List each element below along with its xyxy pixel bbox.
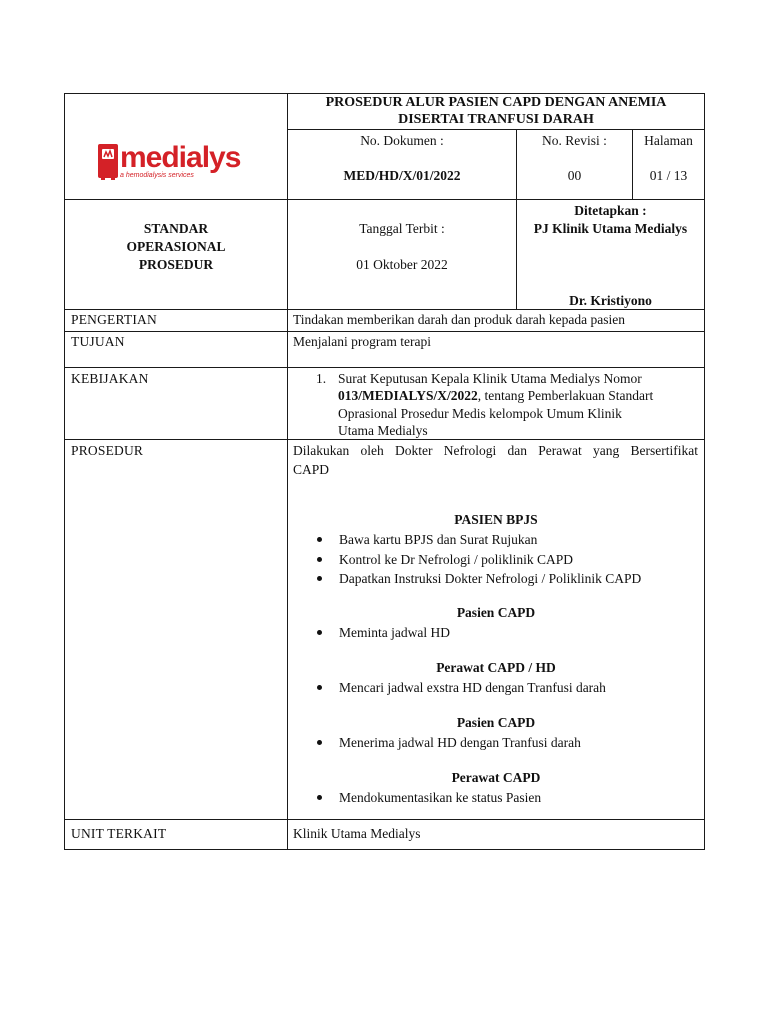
section-title-perawat-capd: Perawat CAPD [451,770,541,785]
tanggal-terbit-label: Tanggal Terbit : [359,221,445,236]
signatory-name: Dr. Kristiyono [569,293,652,308]
prosedur-intro-line2: CAPD [293,462,330,477]
table-rule [287,129,705,130]
list-item: Mendokumentasikan ke status Pasien [293,788,541,808]
pengertian-label: PENGERTIAN [71,312,157,327]
list-item: Dapatkan Instruksi Dokter Nefrologi / Poliklinik CAPD [293,569,641,589]
perawat-capd-hd-list [293,678,606,698]
no-dokumen-label: No. Dokumen : [360,133,444,148]
pasien-bpjs-list [293,530,641,589]
kebijakan-line4: Utama Medialys [338,423,428,438]
unit-terkait-text: Klinik Utama Medialys [293,826,421,841]
ditetapkan-label: Ditetapkan : [574,203,647,218]
table-border-right [704,93,705,850]
section-title-pasien-capd-2: Pasien CAPD [456,715,536,730]
list-item: Kontrol ke Dr Nefrologi / poliklinik CAPD [293,550,641,570]
halaman-value: 01 / 13 [649,168,688,183]
pasien-capd-2-list [293,733,581,753]
sop-label-line2: OPERASIONAL [126,239,226,254]
table-border-bottom [64,849,705,850]
kebijakan-line2 [338,386,653,405]
list-item: Meminta jadwal HD [293,623,450,643]
kebijakan-line3: Oprasional Prosedur Medis kelompok Umum Klinik [338,406,622,421]
section-title-pasien-capd: Pasien CAPD [456,605,536,620]
table-border-left [64,93,65,850]
list-item: Mencari jadwal exstra HD dengan Tranfusi darah [293,678,606,698]
section-title-perawat-capd-hd: Perawat CAPD / HD [436,660,556,675]
kebijakan-decree-number: 013/MEDIALYS/X/2022 [338,388,478,403]
unit-terkait-label: UNIT TERKAIT [71,826,167,841]
list-item: Menerima jadwal HD dengan Tranfusi darah [293,733,581,753]
list-item: Bawa kartu BPJS dan Surat Rujukan [293,530,641,550]
ditetapkan-by: PJ Klinik Utama Medialys [533,221,688,236]
table-rule [64,367,705,368]
halaman-label: Halaman [644,133,693,148]
logo-wordmark: medialys [120,141,241,174]
kebijakan-line1: Surat Keputusan Kepala Klinik Utama Medialys Nomor [338,371,642,386]
pasien-capd-list [293,623,450,643]
no-revisi-value: 00 [567,168,582,183]
table-rule [64,819,705,820]
no-revisi-label: No. Revisi : [542,133,607,148]
logo-tagline: a hemodialysis services [120,172,194,179]
perawat-capd-list [293,788,541,808]
kebijakan-number: 1. [316,371,327,386]
tanggal-terbit-value: 01 Oktober 2022 [356,257,448,272]
medialys-logo [96,140,241,184]
sop-label-line1: STANDAR [143,221,209,236]
tujuan-label: TUJUAN [71,334,125,349]
pengertian-text: Tindakan memberikan darah dan produk darah kepada pasien [293,312,626,327]
tujuan-text: Menjalani program terapi [293,334,431,349]
prosedur-intro-line1: Dilakukan oleh Dokter Nefrologi dan Perawat yang Bersertifikat [293,443,698,458]
section-title-pasien-bpjs: PASIEN BPJS [454,512,538,527]
sop-label-line3: PROSEDUR [138,257,214,272]
prosedur-label: PROSEDUR [71,443,144,458]
no-dokumen-value: MED/HD/X/01/2022 [343,168,461,183]
document-title-line1: PROSEDUR ALUR PASIEN CAPD DENGAN ANEMIA [325,95,667,110]
table-rule [64,199,705,200]
table-col-divider [287,93,288,850]
document-title-line2: DISERTAI TRANFUSI DARAH [398,112,594,127]
kebijakan-label: KEBIJAKAN [71,371,149,386]
kebijakan-line2-rest: , tentang Pemberlakuan Standart [477,388,654,403]
